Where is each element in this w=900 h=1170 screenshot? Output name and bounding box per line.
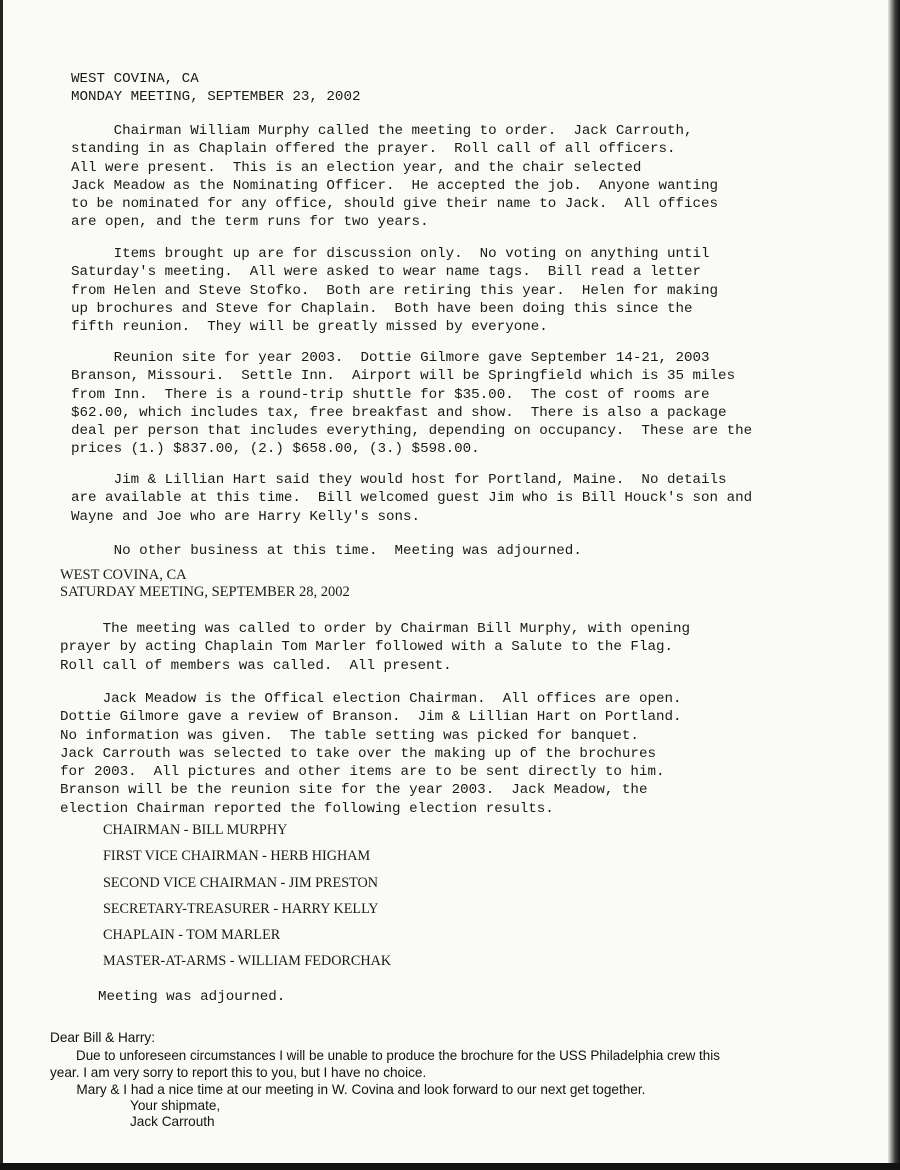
election-results-list (103, 822, 391, 980)
election-result-item: FIRST VICE CHAIRMAN - HERB HIGHAM (103, 848, 371, 865)
monday-heading: MONDAY MEETING, SEPTEMBER 23, 2002 (71, 89, 361, 105)
election-result-item: CHAIRMAN - BILL MURPHY (103, 822, 288, 838)
note-closing: Your shipmate, (130, 1098, 221, 1113)
saturday-closing: Meeting was adjourned. (98, 989, 286, 1005)
election-result-item: SECRETARY-TREASURER - HARRY KELLY (103, 900, 379, 917)
election-result-item: CHAPLAIN - TOM MARLER (103, 927, 281, 944)
monday-paragraph-3: Reunion site for year 2003. Dottie Gilmore gave September 14-21, 2003 Branson, Missouri. Settle Inn. Airport will be Springfield which is 35 miles from Inn. There is a round-trip shuttle for $35.00. The cost of rooms are $62.00, which includes tax, free breakfast and show. There is also a package deal per person that includes everything, depending on occupancy. These are the prices (1.) $837.00, (2.) $658.00, (3.) $598.00. (71, 350, 753, 458)
note-line-3: Mary & I had a nice time at our meeting in W. Covina and look forward to our next get together. (50, 1082, 646, 1097)
monday-paragraph-4: Jim & Lillian Hart said they would host for Portland, Maine. No details are available at this time. Bill welcomed guest Jim who is Bill Houck's son and Wayne and Joe who are Harry Kelly's sons. (71, 472, 753, 525)
note-signature: Jack Carrouth (130, 1114, 215, 1129)
election-result-item: SECOND VICE CHAIRMAN - JIM PRESTON (103, 874, 378, 891)
note-salutation: Dear Bill & Harry: (50, 1030, 155, 1045)
note-line-1: Due to unforeseen circumstances I will be unable to produce the brochure for the USS Philadelphia crew this (50, 1048, 720, 1063)
scan-right-edge (888, 0, 900, 1170)
saturday-paragraph-2: Jack Meadow is the Offical election Chairman. All offices are open. Dottie Gilmore gave a review of Branson. Jim & Lillian Hart on Portland. No information was given. The table setting was picked for banquet. Jack Carrouth was selected to take over the making up of the brochures for 2003. All pictures and other items are to be sent directly to him. Branson will be the reunion site for the year 2003. Jack Meadow, the election Chairman reported the following election results. (60, 691, 682, 817)
saturday-heading: SATURDAY MEETING, SEPTEMBER 28, 2002 (60, 584, 350, 600)
monday-paragraph-5: No other business at this time. Meeting was adjourned. (71, 543, 582, 559)
monday-paragraph-1: Chairman William Murphy called the meeting to order. Jack Carrouth, standing in as Chaplain offered the prayer. Roll call of all officers. All were present. This is an election year, and the chair selected Jack Meadow as the Nominating Officer. He accepted the job. Anyone wanting to be nominated for any office, should give their name to Jack. All offices are open, and the term runs for two years. (71, 123, 719, 231)
scan-left-edge (0, 0, 3, 1170)
note-line-2: year. I am very sorry to report this to you, but I have no choice. (50, 1065, 427, 1080)
scan-bottom-edge (0, 1163, 900, 1170)
election-result-item: MASTER-AT-ARMS - WILLIAM FEDORCHAK (103, 953, 392, 970)
saturday-paragraph-1: The meeting was called to order by Chairman Bill Murphy, with opening prayer by acting Chaplain Tom Marler followed with a Salute to the Flag. Roll call of members was called. All present. (60, 621, 691, 674)
saturday-location: WEST COVINA, CA (60, 567, 187, 583)
monday-location: WEST COVINA, CA (71, 71, 199, 87)
monday-paragraph-2: Items brought up are for discussion only. No voting on anything until Saturday's meeting. All were asked to wear name tags. Bill read a letter from Helen and Steve Stofko. Both are retiring this year. Helen for making up brochures and Steve for Chaplain. Both have been doing this since the fifth reunion. They will be greatly missed by everyone. (71, 246, 719, 336)
